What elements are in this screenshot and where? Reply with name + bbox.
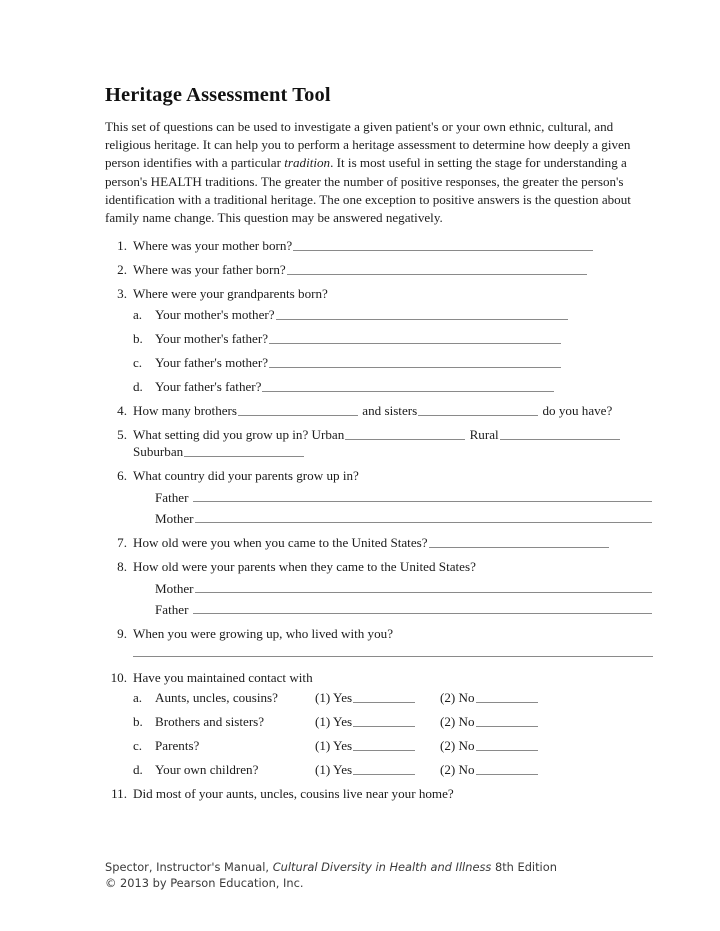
answer-blank-no[interactable]: [476, 690, 538, 703]
intro-text-part1: This set of questions can be used to investigate a given patient's or your own ethnic, cultural, and religious heritage. It can help you to perform a heritage assessment to determine how deeply a given person identifies with a particular: [105, 119, 631, 171]
question-item-5: [105, 426, 653, 461]
question-text-row: [133, 534, 653, 552]
option-yes-label: (1) Yes: [315, 738, 353, 754]
sub-question-label: Your father's mother?: [155, 354, 269, 370]
sub-question-label: Brothers and sisters?: [155, 714, 265, 730]
answer-blank-yes[interactable]: [353, 762, 415, 775]
option-no: [440, 761, 565, 779]
question-number: 6.: [117, 468, 127, 484]
footer-citation-pre: Spector, Instructor's Manual,: [105, 860, 273, 874]
sub-question-item-c: [133, 737, 653, 755]
sub-question-label: Your father's father?: [155, 378, 262, 394]
yes-no-row: [155, 689, 653, 707]
question-label: Did most of your aunts, uncles, cousins live near your home?: [133, 786, 454, 802]
question-number: 5.: [117, 426, 127, 442]
question-label: How old were your parents when they came to the United States?: [133, 559, 476, 575]
sub-question-label: Your own children?: [155, 762, 259, 778]
document-body: [105, 84, 653, 809]
sub-question-letter: b.: [133, 330, 143, 346]
option-no: [440, 737, 565, 755]
answer-blank-no[interactable]: [476, 738, 538, 751]
question-item-4: [105, 402, 653, 420]
sub-question-item-d: [133, 378, 653, 396]
question-label: When you were growing up, who lived with you?: [133, 626, 394, 642]
answer-blank[interactable]: [195, 580, 652, 593]
page-footer: [105, 860, 665, 891]
sub-question-letter: b.: [133, 714, 143, 730]
option-yes-label: (1) Yes: [315, 690, 353, 706]
yes-no-row: [155, 737, 653, 755]
option-no-label: (2) No: [440, 714, 475, 730]
yes-no-row: [155, 761, 653, 779]
option-yes: [315, 689, 440, 707]
question-number: 1.: [117, 238, 127, 254]
option-yes-label: (1) Yes: [315, 762, 353, 778]
question-text-row: [133, 402, 653, 420]
footer-citation-post: 8th Edition: [491, 860, 557, 874]
question-number: 11.: [111, 786, 127, 802]
sub-question-label: Your mother's father?: [155, 330, 269, 346]
question-number: 10.: [110, 669, 127, 685]
question-number: 7.: [117, 535, 127, 551]
option-yes: [315, 713, 440, 731]
question-text-row: [133, 261, 653, 279]
option-no-label: (2) No: [440, 690, 475, 706]
field-label: Father: [155, 489, 192, 505]
question-label: Where was your mother born?: [133, 238, 293, 254]
footer-citation: [105, 860, 665, 876]
footer-copyright: © 2013 by Pearson Education, Inc.: [105, 875, 304, 890]
question-item-6: [105, 467, 653, 528]
answer-blank-no[interactable]: [476, 714, 538, 727]
sub-question-label: Aunts, uncles, cousins?: [155, 690, 278, 706]
answer-blank[interactable]: [269, 331, 561, 344]
answer-blank-yes[interactable]: [353, 714, 415, 727]
sub-question-label: Parents?: [155, 738, 200, 754]
sub-question-letter: a.: [133, 306, 143, 322]
sub-question-item-b: [133, 713, 653, 731]
option-yes-label: (1) Yes: [315, 714, 353, 730]
answer-blank[interactable]: [293, 238, 593, 251]
sub-question-letter: d.: [133, 762, 143, 778]
answer-blank[interactable]: [193, 489, 652, 502]
question-item-7: [105, 534, 653, 552]
field-row-father: [155, 601, 653, 619]
answer-blank-rural[interactable]: [500, 427, 620, 440]
question-list: [105, 237, 653, 803]
sub-question-letter: c.: [133, 354, 143, 370]
field-row-mother: [155, 510, 653, 528]
question-label: How old were you when you came to the United States?: [133, 535, 428, 551]
sub-question-letter: d.: [133, 378, 143, 394]
question-number: 8.: [117, 559, 127, 575]
question-item-1: [105, 237, 653, 255]
answer-blank-urban[interactable]: [345, 427, 465, 440]
answer-blank-yes[interactable]: [353, 738, 415, 751]
answer-blank[interactable]: [193, 601, 652, 614]
question-number: 2.: [117, 262, 127, 278]
intro-emphasis: tradition: [284, 155, 331, 171]
question-label-part3: do you have?: [542, 402, 613, 418]
yes-no-row: [155, 713, 653, 731]
option-yes: [315, 737, 440, 755]
sub-question-item-a: [133, 689, 653, 707]
sub-question-list: [133, 306, 653, 396]
answer-blank[interactable]: [276, 307, 568, 320]
question-text-row: [133, 426, 653, 461]
question-item-9: [105, 625, 653, 657]
answer-blank[interactable]: [195, 510, 652, 523]
intro-paragraph: [105, 118, 653, 227]
sub-question-item-d: [133, 761, 653, 779]
question-label: Have you maintained contact with: [133, 669, 313, 685]
sub-question-letter: a.: [133, 690, 143, 706]
question-label-part3: Suburban: [133, 444, 184, 460]
field-label: Mother: [155, 511, 194, 527]
question-number: 4.: [117, 402, 127, 418]
question-label-part1: How many brothers: [133, 402, 238, 418]
question-item-10: [105, 669, 653, 779]
answer-blank[interactable]: [133, 655, 653, 657]
answer-blank[interactable]: [429, 535, 609, 548]
question-item-8: [105, 558, 653, 619]
option-no: [440, 713, 565, 731]
option-no-label: (2) No: [440, 738, 475, 754]
intro-text-part2: . It is most useful in setting the stage for understanding a person's HEALTH traditions. The greater the number of positive responses, the greater the person's identification with a traditional heritage. The one exception to positive answers is the question about family name change. This question may be answered negatively.: [105, 155, 631, 226]
answer-blank[interactable]: [269, 355, 561, 368]
answer-blank[interactable]: [287, 262, 587, 275]
answer-blank-suburban[interactable]: [184, 444, 304, 457]
question-label: Where was your father born?: [133, 262, 286, 278]
field-label: Father: [155, 602, 192, 618]
question-item-11: [105, 785, 653, 803]
question-number: 3.: [117, 286, 127, 302]
answer-blank[interactable]: [262, 379, 554, 392]
sub-question-item-b: [133, 330, 653, 348]
sub-question-list: [133, 689, 653, 779]
question-label: Where were your grandparents born?: [133, 286, 328, 302]
question-label: What country did your parents grow up in?: [133, 468, 359, 484]
answer-blank-sisters[interactable]: [418, 403, 538, 416]
sub-question-letter: c.: [133, 738, 143, 754]
field-row-mother: [155, 580, 653, 598]
sub-question-label: Your mother's mother?: [155, 306, 275, 322]
field-row-father: [155, 489, 653, 507]
page-title: Heritage Assessment Tool: [105, 84, 331, 106]
answer-blank-yes[interactable]: [353, 690, 415, 703]
field-label: Mother: [155, 580, 194, 596]
question-label-part2: Rural: [469, 426, 499, 442]
footer-book-title: Cultural Diversity in Health and Illness: [272, 860, 492, 874]
option-yes: [315, 761, 440, 779]
sub-question-item-c: [133, 354, 653, 372]
question-text-row: [133, 237, 653, 255]
question-label-part2: and sisters: [362, 402, 418, 418]
answer-blank-no[interactable]: [476, 762, 538, 775]
sub-question-item-a: [133, 306, 653, 324]
question-item-3: [105, 285, 653, 395]
answer-blank-brothers[interactable]: [238, 403, 358, 416]
option-no-label: (2) No: [440, 762, 475, 778]
question-item-2: [105, 261, 653, 279]
option-no: [440, 689, 565, 707]
question-number: 9.: [117, 626, 127, 642]
question-label-part1: What setting did you grow up in? Urban: [133, 426, 345, 442]
